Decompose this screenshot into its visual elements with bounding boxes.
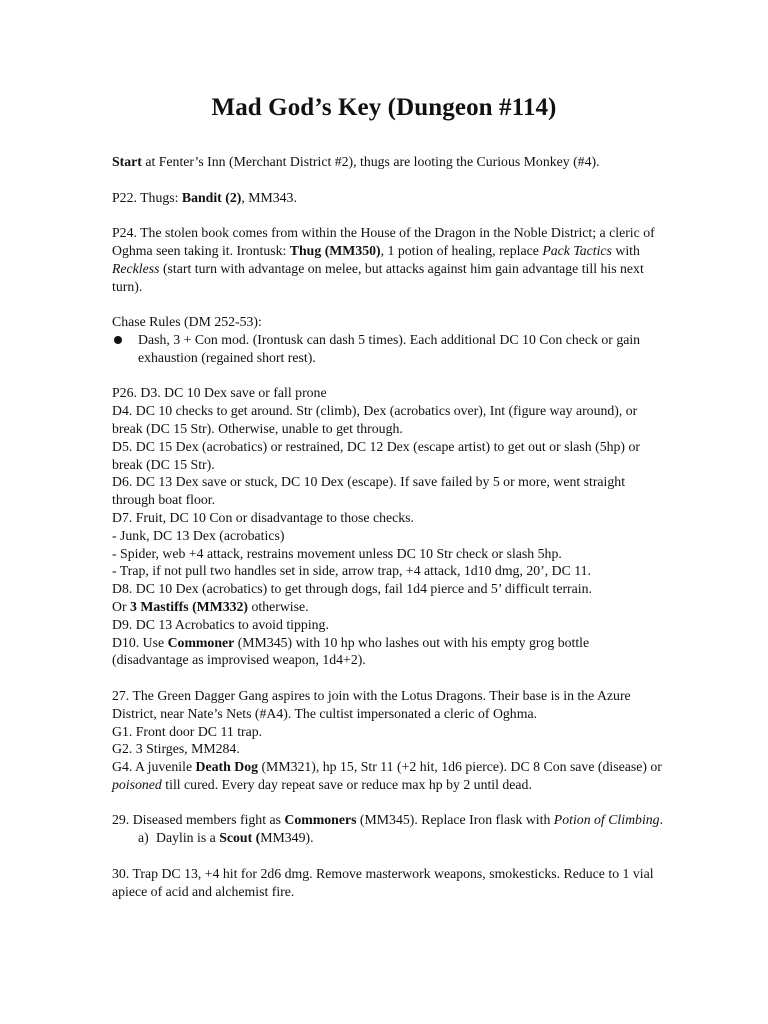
death-dog-bold: Death Dog — [195, 759, 259, 775]
p29-section — [112, 811, 668, 847]
p26-d9: D9. DC 13 Acrobatics to avoid tipping. — [112, 616, 329, 632]
p24-reckless: Reckless — [112, 260, 160, 276]
commoners-bold: Commoners — [284, 812, 357, 828]
p29-suffix: . — [659, 812, 664, 828]
scout-bold: Scout ( — [219, 830, 261, 846]
p26-d10 — [112, 634, 668, 670]
d10-suffix: (MM345) with 10 hp who lashes out with his empty grog bottle (disadvantage as improvised weapon, 1d4+2). — [112, 634, 590, 668]
p26-d6: D6. DC 13 Dex save or stuck, DC 10 Dex (escape). If save failed by 5 or more, went straight through boat floor. — [112, 474, 626, 508]
sub-item-marker: a) — [138, 830, 149, 846]
p29-sub-item — [112, 829, 668, 847]
p24-text4: (start turn with advantage on melee, but attacks against him gain advantage till his next turn). — [112, 260, 644, 294]
p27-g4 — [112, 758, 668, 794]
chase-bullet-text: Dash, 3 + Con mod. (Irontusk can dash 5 times). Each additional DC 10 Con check or gain exhaustion (regained short rest). — [138, 331, 641, 365]
p26-section — [112, 384, 668, 669]
start-label: Start — [112, 154, 142, 169]
p26-d8: D8. DC 10 Dex (acrobatics) to get through dogs, fail 1d4 pierce and 5’ difficult terrain. — [112, 581, 592, 597]
p22-prefix: P22. Thugs: — [112, 189, 182, 205]
p24-text2: , 1 potion of healing, replace — [380, 242, 543, 258]
p26-or-mastiffs — [112, 598, 668, 616]
poisoned-italic: poisoned — [112, 776, 162, 792]
p22-suffix: , MM343. — [241, 189, 297, 205]
p26-d5: D5. DC 15 Dex (acrobatics) or restrained, DC 12 Dex (escape artist) to get out or slash (5hp) or break (DC 15 Str). — [112, 438, 640, 472]
potion-of-climbing-italic: Potion of Climbing — [553, 812, 660, 828]
p26-d4: D4. DC 10 checks to get around. Str (climb), Dex (acrobatics over), Int (figure way around), or break (DC 15 Str). Otherwise, unable to get through. — [112, 403, 638, 436]
p30-paragraph: 30. Trap DC 13, +4 hit for 2d6 dmg. Remove masterwork weapons, smokesticks. Reduce to 1 vial apiece of acid and alchemist fire. — [112, 865, 654, 899]
page-title: Mad God’s Key (Dungeon #114) — [211, 94, 557, 121]
p27-g1: G1. Front door DC 11 trap. — [112, 723, 263, 739]
g4-prefix: G4. A juvenile — [112, 759, 196, 775]
bullet-dot-icon — [114, 336, 122, 344]
g4-mid: (MM321), hp 15, Str 11 (+2 hit, 1d6 pierce). DC 8 Con save (disease) or — [258, 759, 662, 775]
chase-rules-bullet — [112, 331, 668, 367]
p22-bandit: Bandit (2) — [181, 189, 242, 205]
sub-suffix: MM349). — [260, 830, 314, 846]
p27-intro: 27. The Green Dagger Gang aspires to join with the Lotus Dragons. Their base is in the Azure District, near Nate’s Nets (#A4). The cultist impersonated a cleric of Oghma. — [112, 687, 631, 721]
p29-mid: (MM345). Replace Iron flask with — [356, 812, 554, 828]
commoner-bold: Commoner — [167, 634, 235, 650]
p24-paragraph — [112, 224, 668, 295]
intro-text: at Fenter’s Inn (Merchant District #2), thugs are looting the Curious Monkey (#4). — [141, 154, 600, 169]
p24-pack-tactics: Pack Tactics — [542, 242, 612, 258]
intro-paragraph — [112, 153, 668, 171]
sub-prefix: Daylin is a — [156, 830, 220, 846]
p24-thug: Thug (MM350) — [289, 242, 381, 258]
p26-d7: D7. Fruit, DC 10 Con or disadvantage to those checks. — [112, 509, 414, 525]
document-body — [112, 153, 668, 918]
p27-g2: G2. 3 Stirges, MM284. — [112, 741, 240, 757]
mastiffs-bold: 3 Mastiffs (MM332) — [130, 598, 249, 614]
d10-prefix: D10. Use — [112, 634, 168, 650]
p29-line — [112, 811, 668, 829]
chase-rules-heading: Chase Rules (DM 252-53): — [112, 314, 262, 330]
p26-spider: - Spider, web +4 attack, restrains movement unless DC 10 Str check or slash 5hp. — [112, 545, 562, 561]
chase-rules-section — [112, 313, 668, 366]
p26-junk: - Junk, DC 13 Dex (acrobatics) — [112, 527, 285, 543]
p29-prefix: 29. Diseased members fight as — [112, 812, 285, 828]
p24-text3: with — [611, 242, 640, 258]
or-prefix: Or — [112, 598, 131, 614]
p26-d3: P26. D3. DC 10 Dex save or fall prone — [112, 385, 327, 401]
p26-trap: - Trap, if not pull two handles set in side, arrow trap, +4 attack, 1d10 dmg, 20’, DC 11. — [112, 563, 591, 579]
p22-paragraph — [112, 189, 668, 207]
p27-section — [112, 687, 668, 794]
or-suffix: otherwise. — [248, 598, 309, 614]
g4-suffix: till cured. Every day repeat save or reduce max hp by 2 until dead. — [161, 776, 532, 792]
p24-text1: P24. The stolen book comes from within the House of the Dragon in the Noble District; a cleric of Oghma seen taking it. Irontusk: — [112, 225, 655, 258]
